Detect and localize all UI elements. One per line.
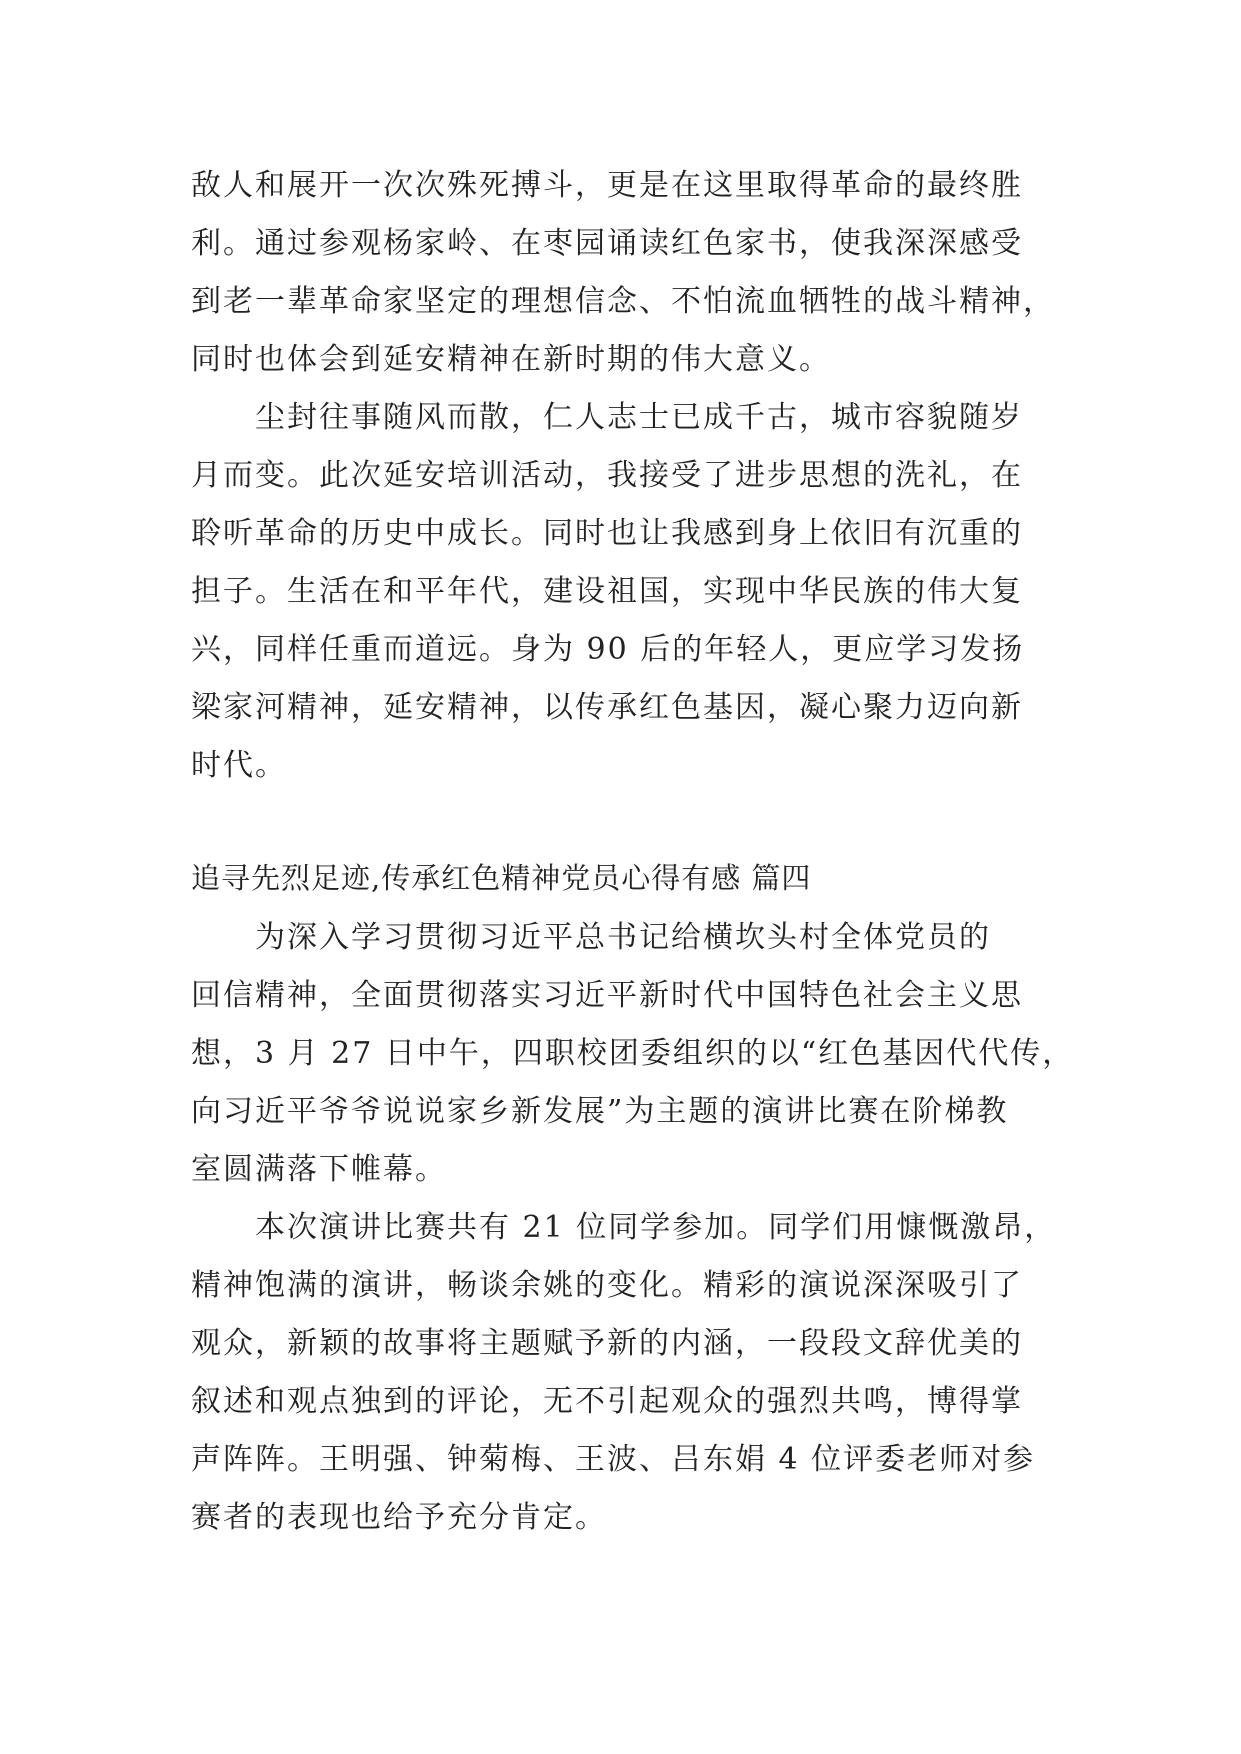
- paragraph-line: 兴，同样任重而道远。身为 90 后的年轻人，更应学习发扬: [191, 632, 1025, 667]
- paragraph-line: 精神饱满的演讲，畅谈余姚的变化。精彩的演说深深吸引了: [191, 1268, 1023, 1303]
- paragraph-line: 向习近平爷爷说说家乡新发展”为主题的演讲比赛在阶梯教: [191, 1094, 1009, 1129]
- paragraph-line: 担子。生活在和平年代，建设祖国，实现中华民族的伟大复: [191, 574, 1023, 609]
- paragraph-line: 敌人和展开一次次殊死搏斗，更是在这里取得革命的最终胜: [191, 168, 1023, 203]
- paragraph-line: 想，3 月 27 日中午，四职校团委组织的以“红色基因代代传，: [191, 1036, 1075, 1071]
- paragraph-line: 回信精神，全面贯彻落实习近平新时代中国特色社会主义思: [191, 978, 1023, 1013]
- paragraph-line: 到老一辈革命家坚定的理想信念、不怕流血牺牲的战斗精神，: [191, 284, 1055, 319]
- section-heading: 追寻先烈足迹,传承红色精神党员心得有感 篇四: [191, 861, 812, 895]
- paragraph-line: 室圆满落下帷幕。: [191, 1152, 447, 1187]
- paragraph-line: 聆听革命的历史中成长。同时也让我感到身上依旧有沉重的: [191, 516, 1023, 551]
- paragraph-line: 观众，新颖的故事将主题赋予新的内涵，一段段文辞优美的: [191, 1326, 1023, 1361]
- paragraph-line: 月而变。此次延安培训活动，我接受了进步思想的洗礼，在: [191, 458, 1023, 493]
- paragraph-line: 本次演讲比赛共有 21 位同学参加。同学们用慷慨激昂，: [255, 1210, 1057, 1245]
- paragraph-line: 赛者的表现也给予充分肯定。: [191, 1500, 607, 1535]
- paragraph-line: 利。通过参观杨家岭、在枣园诵读红色家书，使我深深感受: [191, 226, 1023, 261]
- paragraph-line: 为深入学习贯彻习近平总书记给横坎头村全体党员的: [255, 920, 991, 955]
- paragraph-line: 尘封往事随风而散，仁人志士已成千古，城市容貌随岁: [255, 400, 1023, 435]
- paragraph-line: 叙述和观点独到的评论，无不引起观众的强烈共鸣，博得掌: [191, 1384, 1023, 1419]
- paragraph-line: 声阵阵。王明强、钟菊梅、王波、吕东娟 4 位评委老师对参: [191, 1442, 1036, 1477]
- paragraph-line: 梁家河精神，延安精神，以传承红色基因，凝心聚力迈向新: [191, 690, 1023, 725]
- paragraph-line: 同时也体会到延安精神在新时期的伟大意义。: [191, 342, 831, 377]
- paragraph-line: 时代。: [191, 748, 287, 783]
